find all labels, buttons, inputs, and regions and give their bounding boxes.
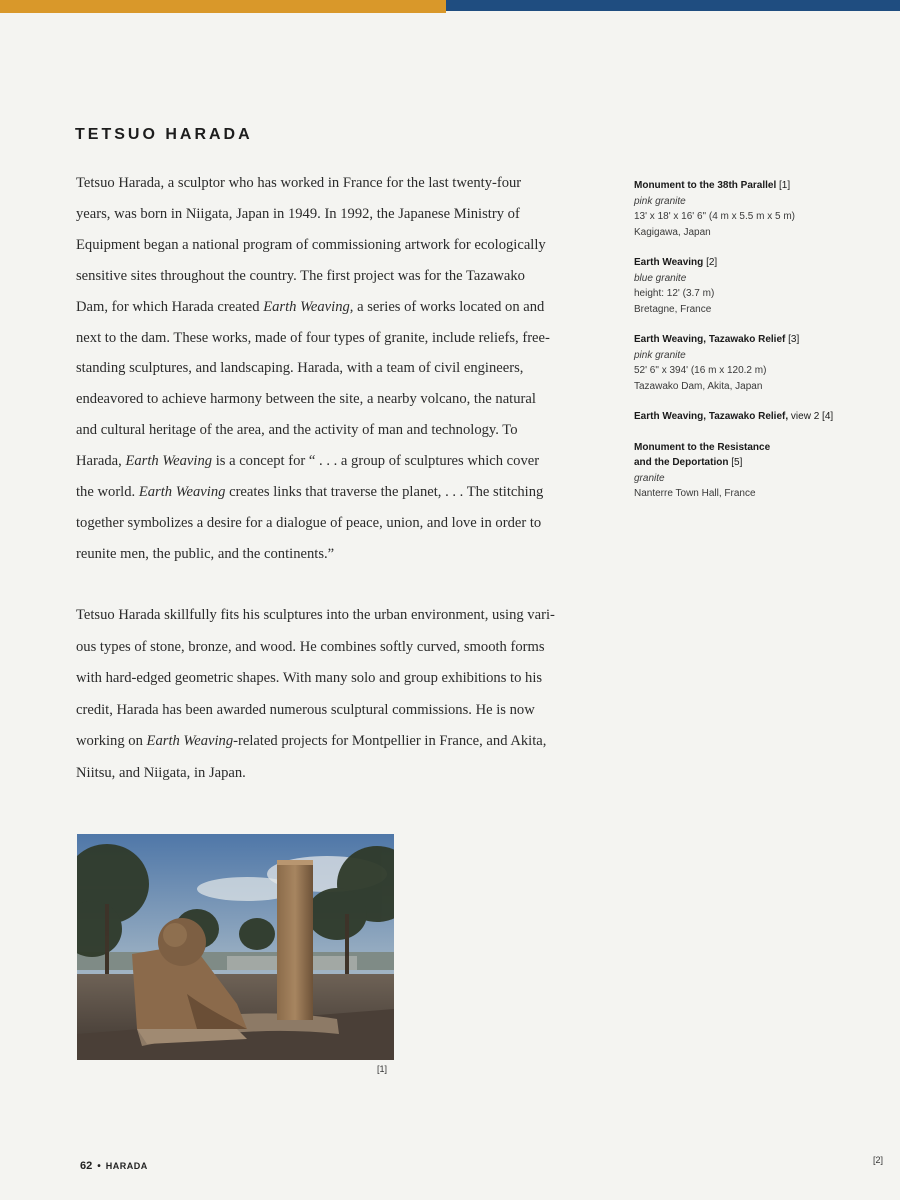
italic-title: Earth Weaving, — [263, 298, 354, 315]
caption-ref: [3] — [788, 334, 800, 345]
body-paragraph-2 — [76, 600, 588, 789]
text-line — [76, 261, 586, 292]
caption-detail: 13' x 18' x 16' 6" (4 m x 5.5 m x 5 m) — [634, 211, 796, 222]
italic-title: Earth Weaving — [138, 484, 226, 501]
caption-ref: [4] — [822, 411, 834, 422]
caption-title-text: Earth Weaving, Tazawako Relief — [634, 334, 786, 345]
text-segment: Dam, for which Harada created — [76, 298, 264, 315]
text-segment: sensitive sites throughout the country. The first project was for the Tazawako — [76, 267, 525, 284]
caption-detail: 52' 6" x 394' (16 m x 120.2 m) — [634, 365, 767, 376]
text-line — [76, 168, 586, 199]
text-segment: next to the dam. These works, made of four types of granite, include reliefs, free- — [76, 329, 550, 346]
text-segment: a series of works located on and — [353, 298, 545, 315]
text-line — [76, 539, 586, 570]
text-line — [76, 384, 586, 415]
caption-detail: Nanterre Town Hall, France — [634, 488, 756, 499]
text-segment: Equipment began a national program of commissioning artwork for ecologically — [76, 236, 546, 253]
text-segment: working on — [76, 733, 147, 749]
caption-detail: height: 12' (3.7 m) — [634, 288, 715, 299]
text-line — [76, 758, 588, 790]
text-line — [76, 292, 586, 323]
text-line — [76, 726, 588, 758]
text-segment: standing sculptures, and landscaping. Harada, with a team of civil engineers, — [76, 360, 524, 377]
caption-title — [634, 332, 884, 348]
caption-item — [634, 440, 884, 502]
caption-title-text: Monument to the 38th Parallel — [634, 180, 777, 191]
text-segment: Tetsuo Harada skillfully fits his sculptures into the urban environment, using vari- — [76, 607, 555, 623]
page-footer — [80, 1160, 148, 1172]
footer-separator: • — [97, 1161, 101, 1172]
text-line — [76, 415, 586, 446]
text-line — [76, 477, 586, 508]
text-line — [76, 230, 586, 261]
text-line — [76, 199, 586, 230]
footer-artist-name: HARADA — [105, 1161, 148, 1171]
caption-detail: Bretagne, France — [634, 303, 712, 315]
caption-ref: [1] — [779, 180, 791, 191]
caption-title-text: and the Deportation — [634, 457, 729, 468]
caption-title — [634, 409, 884, 425]
caption-title — [634, 255, 884, 271]
text-line — [76, 353, 586, 384]
page-title: TETSUO HARADA — [75, 126, 253, 143]
text-segment: credit, Harada has been awarded numerous sculptural commissions. He is now — [76, 701, 535, 718]
text-line — [76, 695, 588, 727]
text-segment: together symbolizes a desire for a dialogue of peace, union, and love in order to — [76, 514, 542, 531]
caption-detail: Kagigawa, Japan — [634, 226, 711, 238]
artwork-captions — [634, 178, 884, 517]
text-segment: the world. — [76, 484, 139, 501]
caption-item — [634, 409, 884, 425]
text-line — [76, 632, 588, 664]
body-paragraph-1 — [76, 168, 586, 570]
corner-reference-label: [2] — [873, 1155, 884, 1165]
text-segment: -related projects for Montpellier in France, and Akita, — [233, 733, 547, 749]
text-segment: Harada, — [76, 453, 126, 470]
caption-material: granite — [634, 472, 665, 484]
text-segment: endeavored to achieve harmony between the site, a nearby volcano, the natural — [76, 391, 536, 408]
text-segment: reunite men, the public, and the continents.” — [76, 545, 335, 562]
caption-title-text: Earth Weaving — [634, 257, 704, 268]
text-segment: Tetsuo Harada, a sculptor who has worked in France for the last twenty-four — [76, 175, 522, 191]
caption-title — [634, 455, 884, 471]
top-bar-orange — [0, 0, 446, 13]
text-line — [76, 663, 588, 695]
sculpture-photo — [77, 834, 394, 1060]
page-number: 62 — [80, 1160, 93, 1172]
text-segment: years, was born in Niigata, Japan in 1949. In 1992, the Japanese Ministry of — [76, 205, 520, 222]
caption-view: view 2 — [790, 411, 820, 422]
caption-ref: [5] — [731, 457, 743, 468]
caption-title-text: Earth Weaving, Tazawako Relief, — [634, 411, 789, 422]
text-segment: ous types of stone, bronze, and wood. He combines softly curved, smooth forms — [76, 638, 545, 655]
sculpture-photo-illustration — [77, 834, 394, 1060]
text-segment: and cultural heritage of the area, and the activity of man and technology. To — [76, 422, 518, 439]
caption-item — [634, 255, 884, 317]
photo-reference-label: [1] — [377, 1064, 388, 1074]
caption-item — [634, 178, 884, 240]
italic-title: Earth Weaving — [125, 453, 213, 470]
caption-material: pink granite — [634, 349, 686, 361]
text-line — [76, 446, 586, 477]
caption-title — [634, 178, 884, 194]
caption-material: blue granite — [634, 272, 687, 284]
text-line — [76, 508, 586, 539]
text-segment: is a concept for “ . . . a group of sculptures which cover — [212, 453, 540, 470]
caption-title-text: Monument to the Resistance — [634, 441, 771, 453]
text-segment: creates links that traverse the planet, . . . The stitching — [225, 484, 544, 501]
caption-material: pink granite — [634, 195, 686, 207]
top-color-bar — [0, 0, 900, 13]
text-segment: with hard-edged geometric shapes. With many solo and group exhibitions to his — [76, 670, 543, 686]
italic-title: Earth Weaving — [146, 733, 234, 749]
text-line — [76, 323, 586, 354]
text-segment: Niitsu, and Niigata, in Japan. — [76, 764, 246, 781]
caption-detail: Tazawako Dam, Akita, Japan — [634, 380, 763, 392]
caption-item — [634, 332, 884, 394]
caption-ref: [2] — [706, 257, 718, 268]
caption-title — [634, 440, 884, 456]
top-bar-blue — [446, 0, 900, 11]
text-line — [76, 600, 588, 632]
